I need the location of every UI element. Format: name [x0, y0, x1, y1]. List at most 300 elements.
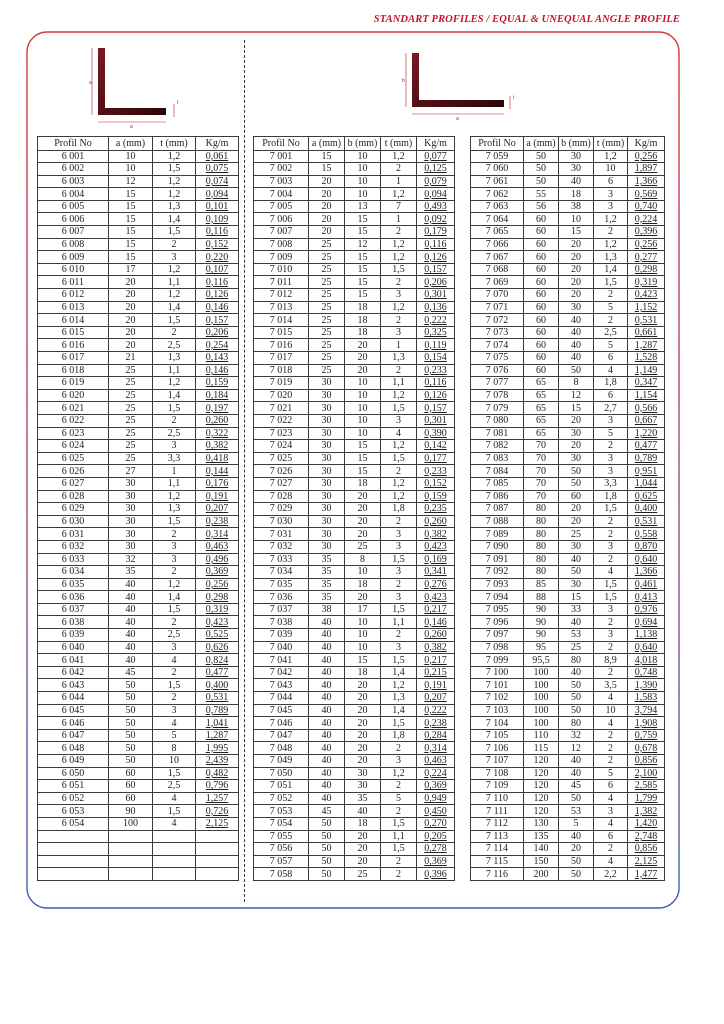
unequal-angle-table-1 [253, 136, 455, 881]
table-cell: 10 [345, 641, 381, 654]
table-cell: 18 [345, 326, 381, 339]
table-row [471, 314, 665, 327]
table-row [38, 251, 239, 264]
table-cell: 1,5 [153, 603, 196, 616]
table-row [254, 654, 455, 667]
table-cell: 7 018 [254, 364, 309, 377]
table-row [254, 540, 455, 553]
table-cell: 0,222 [417, 314, 455, 327]
table-cell: 0,870 [628, 540, 665, 553]
table-row [254, 641, 455, 654]
table-cell: 0,322 [196, 427, 239, 440]
table-cell: 7 064 [471, 213, 524, 226]
table-cell: 7 039 [254, 629, 309, 642]
table-cell: 0,256 [628, 150, 665, 163]
table-cell: 0,278 [417, 843, 455, 856]
table-cell: 0,976 [628, 603, 665, 616]
table-cell: 0,119 [417, 339, 455, 352]
table-row [38, 477, 239, 490]
table-cell: 2 [381, 868, 417, 881]
table-cell: 50 [559, 465, 594, 478]
table-cell: 30 [559, 301, 594, 314]
table-cell: 0,301 [417, 289, 455, 302]
table-cell: 2,748 [628, 830, 665, 843]
table-cell: 0,157 [417, 402, 455, 415]
table-cell: 0,126 [417, 389, 455, 402]
table-cell: 1,2 [381, 490, 417, 503]
table-cell: 6 035 [38, 578, 109, 591]
table-cell: 20 [345, 692, 381, 705]
table-cell: 1,2 [594, 213, 628, 226]
table-row [254, 629, 455, 642]
table-cell: 40 [109, 616, 153, 629]
table-cell: 7 090 [471, 540, 524, 553]
table-cell: 3 [594, 465, 628, 478]
table-cell: 50 [524, 163, 559, 176]
table-cell: 6 032 [38, 540, 109, 553]
table-cell: 40 [559, 175, 594, 188]
table-cell: 3 [153, 251, 196, 264]
table-cell: 0,224 [417, 767, 455, 780]
table-cell: 7 102 [471, 692, 524, 705]
table-cell: 10 [345, 163, 381, 176]
table-cell: 12 [559, 389, 594, 402]
table-cell: 2 [594, 226, 628, 239]
table-cell: 0,382 [417, 641, 455, 654]
column-header: Profil No [471, 137, 524, 151]
table-row [471, 226, 665, 239]
table-cell: 3 [381, 326, 417, 339]
table-row [471, 566, 665, 579]
table-cell: 15 [559, 226, 594, 239]
table-cell: 2 [153, 238, 196, 251]
table-cell: 15 [309, 163, 345, 176]
table-cell: 50 [109, 742, 153, 755]
table-row [254, 528, 455, 541]
table-cell: 0,224 [628, 213, 665, 226]
table-cell: 7 082 [471, 440, 524, 453]
table-cell: 1,2 [153, 377, 196, 390]
table-row [254, 616, 455, 629]
table-cell: 6 010 [38, 263, 109, 276]
column-header: Profil No [254, 137, 309, 151]
table-cell: 7 045 [254, 704, 309, 717]
table-cell: 30 [109, 503, 153, 516]
table-cell [196, 843, 239, 856]
table-cell: 7 048 [254, 742, 309, 755]
table-cell: 7 066 [471, 238, 524, 251]
column-header: a (mm) [309, 137, 345, 151]
table-row [38, 704, 239, 717]
table-cell: 2 [381, 742, 417, 755]
table-row [254, 780, 455, 793]
table-cell: 30 [309, 490, 345, 503]
table-cell [196, 855, 239, 868]
table-cell: 20 [345, 352, 381, 365]
table-cell: 0,270 [417, 817, 455, 830]
table-cell: 50 [109, 729, 153, 742]
table-cell: 7 113 [471, 830, 524, 843]
table-cell: 1,5 [381, 603, 417, 616]
table-cell: 1,5 [153, 679, 196, 692]
table-row [471, 414, 665, 427]
table-cell: 1,2 [153, 490, 196, 503]
table-cell: 40 [309, 729, 345, 742]
table-cell: 5 [594, 427, 628, 440]
table-row [471, 780, 665, 793]
table-cell: 7 038 [254, 616, 309, 629]
table-cell: 2,5 [153, 629, 196, 642]
table-cell: 40 [309, 629, 345, 642]
table-cell: 7 049 [254, 755, 309, 768]
table-cell: 20 [345, 515, 381, 528]
table-cell: 20 [559, 440, 594, 453]
table-cell: 1,4 [153, 301, 196, 314]
table-cell [153, 830, 196, 843]
table-cell: 20 [345, 364, 381, 377]
table-cell: 0,276 [417, 578, 455, 591]
table-cell: 30 [559, 163, 594, 176]
table-row [471, 817, 665, 830]
table-row [471, 805, 665, 818]
table-row [471, 830, 665, 843]
table-cell: 20 [109, 301, 153, 314]
table-cell: 7 094 [471, 591, 524, 604]
table-cell: 35 [309, 578, 345, 591]
table-row [471, 364, 665, 377]
table-cell: 4 [594, 717, 628, 730]
table-cell: 40 [309, 704, 345, 717]
table-row [254, 326, 455, 339]
table-cell: 40 [109, 603, 153, 616]
table-cell: 0,789 [196, 704, 239, 717]
table-row [254, 427, 455, 440]
table-cell: 45 [109, 666, 153, 679]
table-row [471, 855, 665, 868]
table-cell: 40 [309, 679, 345, 692]
table-cell: 0,126 [417, 251, 455, 264]
table-row [254, 163, 455, 176]
table-cell: 30 [309, 465, 345, 478]
table-cell: 65 [524, 377, 559, 390]
table-cell: 7 089 [471, 528, 524, 541]
table-cell: 2 [594, 742, 628, 755]
table-cell [153, 855, 196, 868]
table-cell: 1,2 [381, 251, 417, 264]
table-cell: 6 016 [38, 339, 109, 352]
table-cell: 7 114 [471, 843, 524, 856]
table-cell: 60 [524, 301, 559, 314]
table-row [254, 213, 455, 226]
table-cell: 0,423 [417, 591, 455, 604]
table-row [38, 553, 239, 566]
table-cell: 40 [109, 591, 153, 604]
table-cell: 6 015 [38, 326, 109, 339]
table-cell: 0,856 [628, 755, 665, 768]
table-cell: 7 078 [471, 389, 524, 402]
table-cell: 6 008 [38, 238, 109, 251]
table-cell: 15 [345, 440, 381, 453]
table-cell: 6 [594, 389, 628, 402]
table-cell: 50 [559, 855, 594, 868]
table-cell: 80 [559, 654, 594, 667]
table-header-row [254, 137, 455, 151]
table-cell: 0,079 [417, 175, 455, 188]
table-cell: 1,1 [381, 377, 417, 390]
table-cell: 15 [559, 402, 594, 415]
table-cell: 0,159 [417, 490, 455, 503]
table-cell: 10 [345, 150, 381, 163]
table-cell: 20 [345, 490, 381, 503]
table-row [38, 339, 239, 352]
table-cell: 20 [345, 855, 381, 868]
table-cell: 1,5 [594, 503, 628, 516]
table-cell: 2 [153, 616, 196, 629]
table-cell: 7 006 [254, 213, 309, 226]
table-row [471, 452, 665, 465]
table-row [38, 641, 239, 654]
table-cell: 25 [109, 440, 153, 453]
table-row [254, 150, 455, 163]
table-cell: 0,184 [196, 389, 239, 402]
table-cell: 0,400 [628, 503, 665, 516]
table-cell: 7 027 [254, 477, 309, 490]
table-cell: 25 [109, 364, 153, 377]
table-cell: 7 041 [254, 654, 309, 667]
table-row [38, 263, 239, 276]
table-cell: 50 [109, 755, 153, 768]
table-cell: 0,347 [628, 377, 665, 390]
table-cell: 15 [109, 238, 153, 251]
table-cell: 7 077 [471, 377, 524, 390]
table-cell: 0,233 [417, 465, 455, 478]
table-cell: 20 [345, 528, 381, 541]
table-cell: 0,423 [417, 540, 455, 553]
table-cell: 2,5 [594, 326, 628, 339]
table-cell: 1,528 [628, 352, 665, 365]
table-cell: 1,220 [628, 427, 665, 440]
table-cell: 21 [109, 352, 153, 365]
table-row [471, 603, 665, 616]
table-cell: 15 [309, 150, 345, 163]
table-row [254, 490, 455, 503]
table-row [254, 402, 455, 415]
table-cell: 7 030 [254, 515, 309, 528]
table-cell: 115 [524, 742, 559, 755]
table-cell: 1,3 [381, 352, 417, 365]
table-cell: 0,477 [196, 666, 239, 679]
table-cell: 12 [559, 742, 594, 755]
table-cell: 3 [594, 629, 628, 642]
table-row [38, 692, 239, 705]
table-cell: 25 [559, 528, 594, 541]
table-cell: 0,277 [628, 251, 665, 264]
table-cell: 0,796 [196, 780, 239, 793]
table-cell: 0,856 [628, 843, 665, 856]
table-cell: 1,420 [628, 817, 665, 830]
table-cell: 25 [559, 641, 594, 654]
table-cell: 1,8 [381, 729, 417, 742]
table-row [38, 188, 239, 201]
table-cell: 0,400 [196, 679, 239, 692]
table-cell: 7 029 [254, 503, 309, 516]
table-cell: 7 020 [254, 389, 309, 402]
table-cell: 20 [559, 251, 594, 264]
table-row [471, 465, 665, 478]
table-cell: 1,366 [628, 175, 665, 188]
table-cell: 7 112 [471, 817, 524, 830]
table-cell: 50 [559, 692, 594, 705]
table-row [471, 389, 665, 402]
table-cell: 1,390 [628, 679, 665, 692]
table-cell: 40 [309, 755, 345, 768]
table-cell: 7 015 [254, 326, 309, 339]
table-cell: 30 [309, 515, 345, 528]
table-row [254, 666, 455, 679]
table-cell: 0,256 [196, 578, 239, 591]
table-cell: 95,5 [524, 654, 559, 667]
table-row [254, 175, 455, 188]
table-cell: 1,5 [153, 314, 196, 327]
table-cell: 35 [309, 553, 345, 566]
table-cell: 7 109 [471, 780, 524, 793]
table-cell: 5 [381, 792, 417, 805]
column-header: b (mm) [559, 137, 594, 151]
table-cell: 4 [153, 654, 196, 667]
table-cell: 3 [381, 566, 417, 579]
table-cell: 0,319 [196, 603, 239, 616]
table-row [38, 679, 239, 692]
table-cell: 7 025 [254, 452, 309, 465]
table-cell: 0,625 [628, 490, 665, 503]
table-cell: 1,2 [381, 389, 417, 402]
table-cell: 70 [524, 465, 559, 478]
table-cell: 100 [524, 679, 559, 692]
table-cell: 1,5 [153, 805, 196, 818]
table-cell: 60 [524, 339, 559, 352]
table-cell: 60 [524, 364, 559, 377]
table-cell: 2 [594, 289, 628, 302]
table-cell: 7 014 [254, 314, 309, 327]
table-cell: 20 [559, 263, 594, 276]
table-cell: 0,157 [417, 263, 455, 276]
table-row [254, 389, 455, 402]
table-cell: 60 [524, 226, 559, 239]
table-cell: 2,5 [153, 339, 196, 352]
table-cell: 7 073 [471, 326, 524, 339]
table-cell: 2,5 [153, 780, 196, 793]
table-cell [109, 843, 153, 856]
table-cell: 1,4 [153, 591, 196, 604]
table-row [471, 692, 665, 705]
table-cell: 6 038 [38, 616, 109, 629]
table-cell: 7 005 [254, 200, 309, 213]
table-cell: 2 [594, 553, 628, 566]
table-cell: 0,146 [196, 301, 239, 314]
table-cell: 40 [559, 767, 594, 780]
table-cell: 50 [109, 704, 153, 717]
table-cell: 0,092 [417, 213, 455, 226]
table-cell: 30 [109, 477, 153, 490]
table-cell: 0,558 [628, 528, 665, 541]
table-cell: 7 024 [254, 440, 309, 453]
table-cell: 60 [524, 276, 559, 289]
table-cell: 65 [524, 389, 559, 402]
table-cell: 0,146 [417, 616, 455, 629]
table-cell: 7 106 [471, 742, 524, 755]
table-cell: 0,325 [417, 326, 455, 339]
table-cell: 3,794 [628, 704, 665, 717]
table-row [38, 414, 239, 427]
table-cell: 4 [594, 364, 628, 377]
table-row [38, 742, 239, 755]
table-cell: 2 [594, 515, 628, 528]
table-cell: 1 [381, 339, 417, 352]
table-cell: 1,4 [381, 666, 417, 679]
table-cell: 3 [381, 540, 417, 553]
column-header: Kg/m [628, 137, 665, 151]
table-cell: 7 047 [254, 729, 309, 742]
table-cell: 60 [524, 238, 559, 251]
table-cell: 2 [153, 692, 196, 705]
table-cell: 10 [109, 163, 153, 176]
table-row [38, 729, 239, 742]
table-cell: 20 [309, 175, 345, 188]
table-cell: 20 [345, 755, 381, 768]
table-cell: 0,074 [196, 175, 239, 188]
table-cell: 6 [594, 352, 628, 365]
table-cell: 7 101 [471, 679, 524, 692]
table-cell: 0,759 [628, 729, 665, 742]
table-row [471, 553, 665, 566]
table-cell: 5 [594, 301, 628, 314]
table-cell: 25 [309, 251, 345, 264]
table-cell: 7 026 [254, 465, 309, 478]
table-cell: 0,640 [628, 553, 665, 566]
table-row [38, 175, 239, 188]
table-cell: 6 053 [38, 805, 109, 818]
table-row [38, 452, 239, 465]
table-cell: 60 [109, 792, 153, 805]
table-cell: 1,1 [381, 616, 417, 629]
table-cell: 30 [559, 427, 594, 440]
table-cell: 7 111 [471, 805, 524, 818]
table-cell: 6 046 [38, 717, 109, 730]
table-cell: 60 [524, 213, 559, 226]
table-row [254, 226, 455, 239]
table-cell: 120 [524, 792, 559, 805]
table-cell: 80 [524, 503, 559, 516]
table-row [254, 742, 455, 755]
table-cell: 100 [524, 717, 559, 730]
table-row [471, 578, 665, 591]
table-cell: 6 028 [38, 490, 109, 503]
table-row [254, 276, 455, 289]
table-cell: 100 [524, 704, 559, 717]
table-cell: 2 [594, 314, 628, 327]
table-cell: 0,146 [196, 364, 239, 377]
dim-a-horizontal: a [130, 124, 133, 130]
table-cell: 25 [109, 452, 153, 465]
table-cell: 70 [524, 490, 559, 503]
table-cell: 0,191 [196, 490, 239, 503]
table-row [254, 301, 455, 314]
table-cell: 7 107 [471, 755, 524, 768]
table-cell: 0,254 [196, 339, 239, 352]
table-cell: 20 [559, 503, 594, 516]
table-cell: 7 088 [471, 515, 524, 528]
table-cell: 20 [559, 238, 594, 251]
